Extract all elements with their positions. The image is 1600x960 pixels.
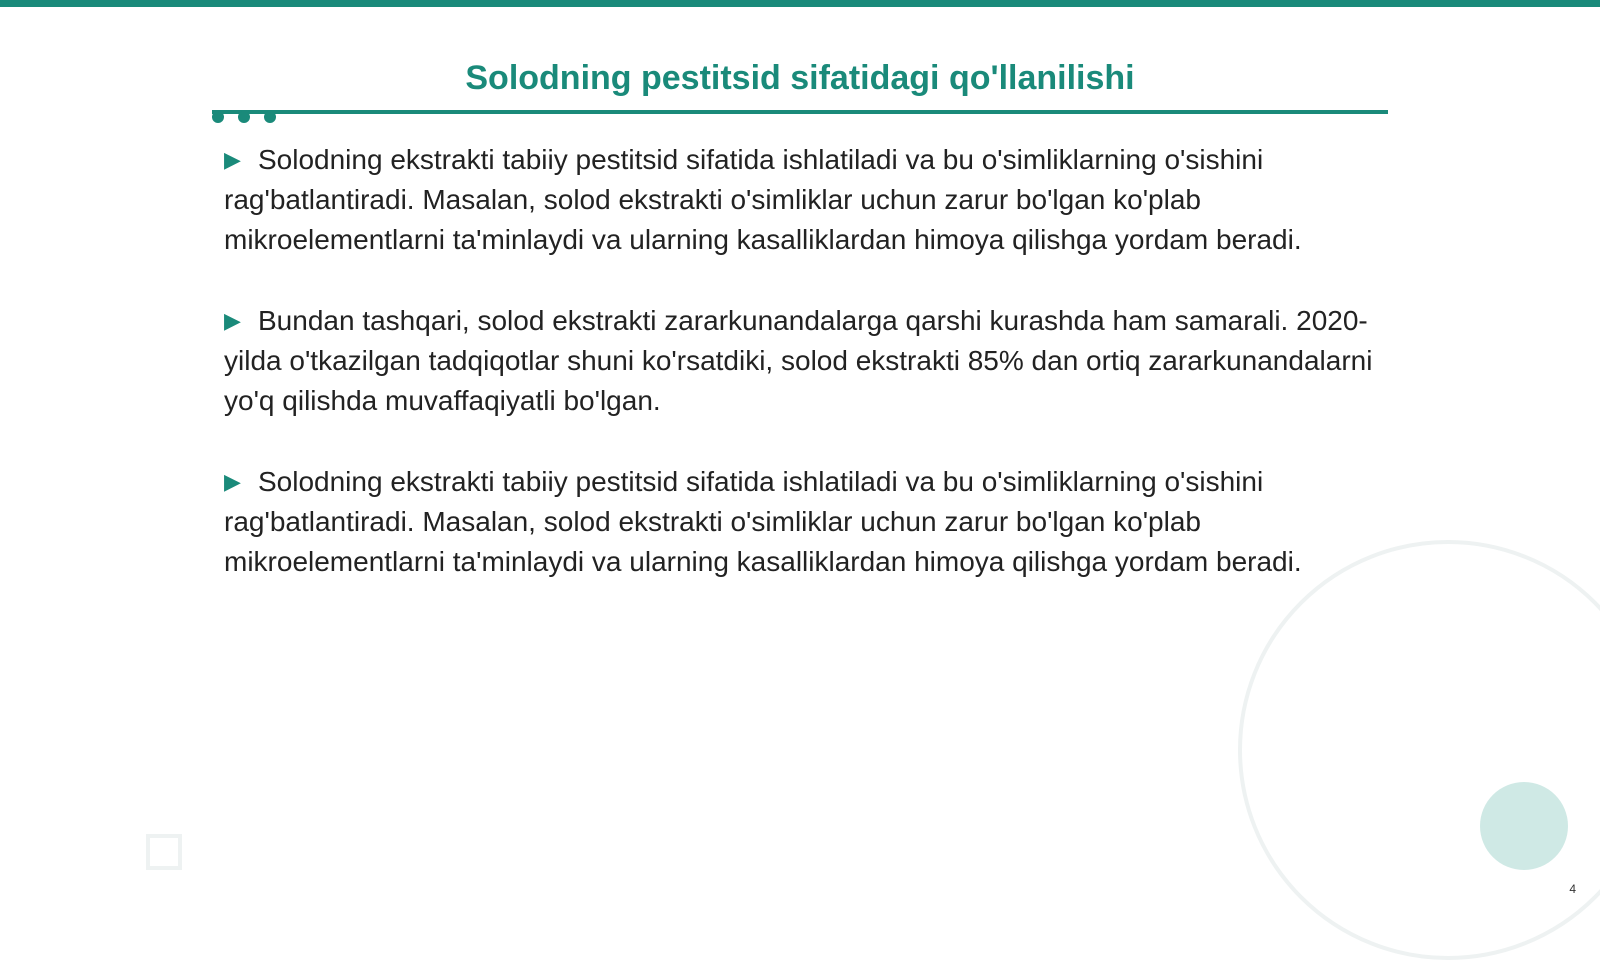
triangle-bullet-icon: ▶ bbox=[224, 308, 241, 333]
bullet-paragraph-1 bbox=[224, 140, 1384, 260]
decor-square-outline bbox=[146, 834, 182, 870]
decor-dot-2 bbox=[238, 111, 250, 123]
bullet-text-2: Bundan tashqari, solod ekstrakti zararkunandalarga qarshi kurashda ham samarali. 2020-yilda o'tkazilgan tadqiqotlar shuni ko'rsatdiki, solod ekstrakti 85% dan ortiq zararkunandalarni yo'q qilishda muvaffaqiyatli bo'lgan. bbox=[224, 305, 1373, 416]
slide-body bbox=[224, 140, 1384, 623]
slide-title: Solodning pestitsid sifatidagi qo'llanilishi bbox=[465, 59, 1135, 97]
bullet-paragraph-2 bbox=[224, 301, 1384, 421]
decor-filled-circle bbox=[1480, 782, 1568, 870]
triangle-bullet-icon: ▶ bbox=[224, 469, 241, 494]
decor-dot-3 bbox=[264, 111, 276, 123]
bullet-text-1: Solodning ekstrakti tabiiy pestitsid sifatida ishlatiladi va bu o'simliklarning o'sishini rag'batlantiradi. Masalan, solod ekstrakti o'simliklar uchun zarur bo'lgan ko'plab mikroelementlarni ta'minlaydi va ularning kasalliklardan himoya qilishga yordam beradi. bbox=[224, 144, 1302, 255]
bullet-paragraph-3 bbox=[224, 462, 1384, 582]
page-number: 4 bbox=[1569, 882, 1576, 896]
decor-dot-1 bbox=[212, 111, 224, 123]
bullet-text-3: Solodning ekstrakti tabiiy pestitsid sifatida ishlatiladi va bu o'simliklarning o'sishini rag'batlantiradi. Masalan, solod ekstrakti o'simliklar uchun zarur bo'lgan ko'plab mikroelementlarni ta'minlaydi va ularning kasalliklardan himoya qilishga yordam beradi. bbox=[224, 466, 1302, 577]
top-accent-bar bbox=[0, 0, 1600, 7]
title-underline bbox=[212, 110, 1388, 114]
triangle-bullet-icon: ▶ bbox=[224, 147, 241, 172]
